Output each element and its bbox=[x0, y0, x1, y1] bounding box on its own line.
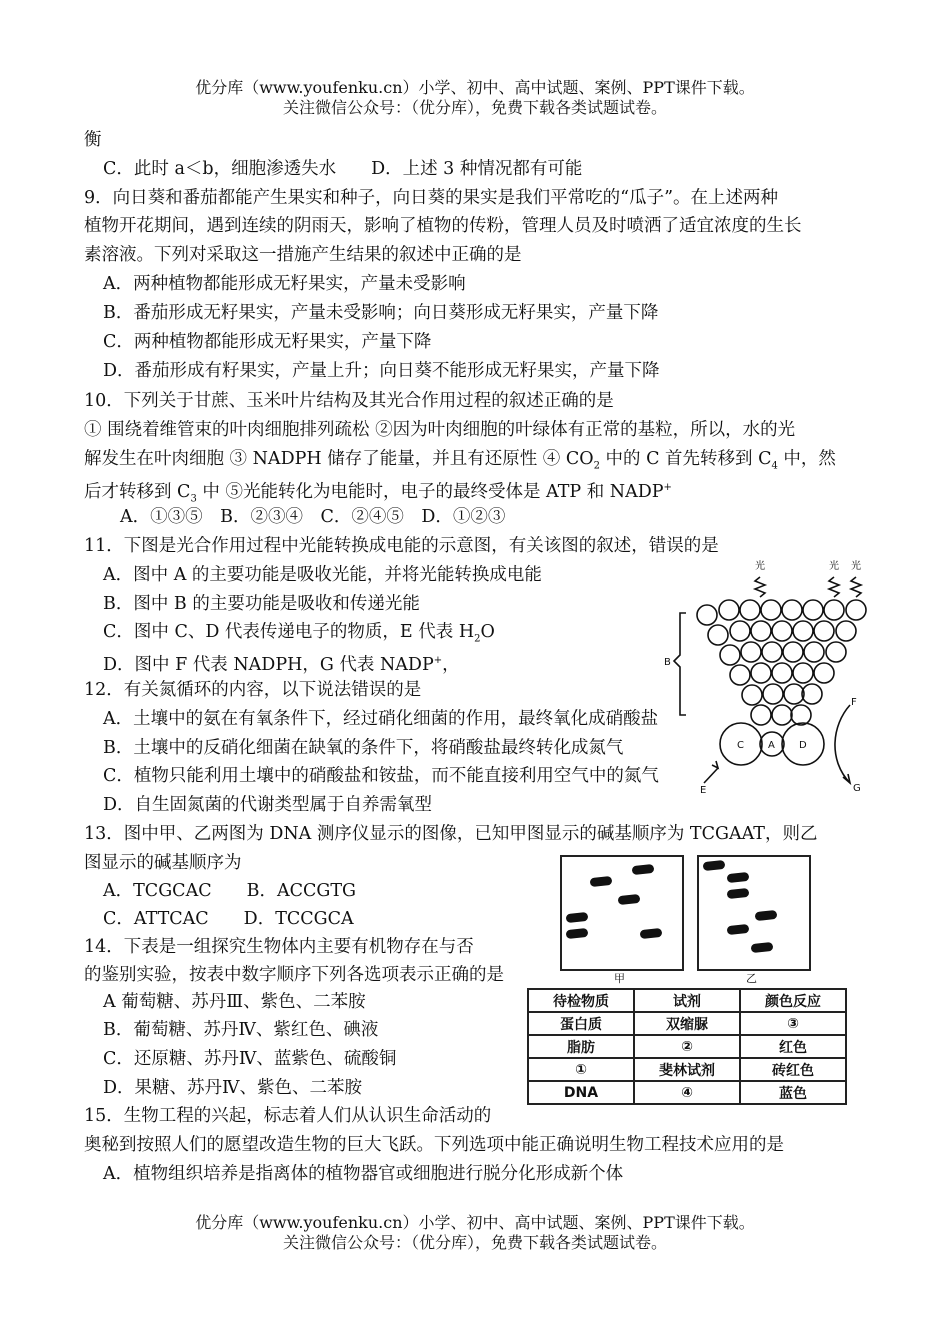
light-label-3: 光 bbox=[851, 561, 861, 572]
table-cell: ① bbox=[528, 1058, 634, 1081]
table-header: 颜色反应 bbox=[740, 989, 846, 1012]
q13-options-cd: C．ATTCAC D．TCCGCA bbox=[103, 909, 354, 929]
q15-stem-1: 15．生物工程的兴起，标志着人们从认识生命活动的 bbox=[84, 1106, 492, 1126]
table-cell: 双缩脲 bbox=[634, 1012, 740, 1035]
q9-stem-1: 9．向日葵和番茄都能产生果实和种子，向日葵的果实是我们平常吃的“瓜子”。在上述两种 bbox=[84, 188, 779, 208]
q13-stem-1: 13．图中甲、乙两图为 DNA 测序仪显示的图像，已知甲图显示的碱基顺序为 TCGAAT，则乙 bbox=[84, 824, 818, 844]
table-row bbox=[528, 1035, 846, 1058]
q14-stem-2: 的鉴别实验，按表中数字顺序下列各选项表示正确的是 bbox=[84, 965, 504, 985]
q14-option-a: A 葡萄糖、苏丹Ⅲ、紫色、二苯胺 bbox=[103, 992, 366, 1012]
gel-band bbox=[632, 864, 655, 875]
gel-band bbox=[755, 910, 778, 921]
photosystem-diagram bbox=[660, 555, 870, 800]
q11-option-c: C．图中 C、D 代表传递电子的物质，E 代表 $H_2O$ bbox=[103, 622, 495, 645]
gel-band bbox=[566, 928, 589, 939]
q14-stem-1: 14．下表是一组探究生物体内主要有机物存在与否 bbox=[84, 937, 474, 957]
table-cell: ④ bbox=[634, 1081, 740, 1104]
table-row bbox=[528, 1058, 846, 1081]
q10-line-1: ① 围绕着维管束的叶肉细胞排列疏松 ②因为叶肉细胞的叶绿体有正常的基粒，所以，水的光 bbox=[84, 420, 796, 440]
dna-gel-right bbox=[697, 855, 811, 971]
q10-stem: 10．下列关于甘蔗、玉米叶片结构及其光合作用过程的叙述正确的是 bbox=[84, 391, 614, 411]
table-cell: 斐林试剂 bbox=[634, 1058, 740, 1081]
gel-band bbox=[727, 888, 750, 899]
gel-band bbox=[703, 860, 726, 871]
gel-band bbox=[640, 928, 663, 939]
table-row bbox=[528, 1081, 846, 1104]
light-label-2: 光 bbox=[829, 561, 839, 572]
gel-band bbox=[751, 942, 774, 953]
table-header-row bbox=[528, 989, 846, 1012]
table-cell: ② bbox=[634, 1035, 740, 1058]
diagram-label-c: C bbox=[737, 740, 744, 751]
dna-gel-left bbox=[560, 855, 684, 971]
q11-option-a: A．图中 A 的主要功能是吸收光能，并将光能转换成电能 bbox=[103, 565, 542, 585]
page-footer-line2: 关注微信公众号：（优分库），免费下载各类试题试卷。 bbox=[282, 1233, 667, 1252]
table-cell: ③ bbox=[740, 1012, 846, 1035]
q10-line-3: 后才转移到 $C_3$ 中 ⑤光能转化为电能时，电子的最终受体是 ATP 和 NADP+ bbox=[84, 481, 672, 505]
q9-option-b: B．番茄形成无籽果实，产量未受影响；向日葵形成无籽果实，产量下降 bbox=[103, 303, 659, 323]
q15-stem-2: 奥秘到按照人们的愿望改造生物的巨大飞跃。下列选项中能正确说明生物工程技术应用的是 bbox=[84, 1135, 784, 1155]
q14-option-c: C．还原糖、苏丹Ⅳ、蓝紫色、硫酸铜 bbox=[103, 1049, 397, 1069]
page-header-line2: 关注微信公众号：（优分库），免费下载各类试题试卷。 bbox=[282, 98, 667, 117]
table-cell: 脂肪 bbox=[528, 1035, 634, 1058]
q10-line-2: 解发生在叶肉细胞 ③ NADPH 储存了能量，并且有还原性 ④ $CO_2$ 中的 C 首先转移到 $C_4$ 中，然 bbox=[84, 449, 836, 472]
gel-left-label: 甲 bbox=[614, 972, 625, 985]
q11-option-b: B．图中 B 的主要功能是吸收和传递光能 bbox=[103, 594, 420, 614]
q10-options: A．①③⑤ B．②③④ C．②④⑤ D．①②③ bbox=[120, 507, 506, 527]
q12-option-b: B．土壤中的反硝化细菌在缺氧的条件下，将硝酸盐最终转化成氮气 bbox=[103, 738, 624, 758]
diagram-label-g: G bbox=[853, 783, 861, 794]
q9-stem-2: 植物开花期间，遇到连续的阴雨天，影响了植物的传粉，管理人员及时喷洒了适宜浓度的生长 bbox=[84, 216, 802, 236]
diagram-label-f: F bbox=[851, 697, 857, 708]
q8-options-cd: C．此时 a＜b，细胞渗透失水 D．上述 3 种情况都有可能 bbox=[103, 159, 583, 179]
q13-stem-2: 图显示的碱基顺序为 bbox=[84, 853, 242, 873]
table-cell: DNA bbox=[528, 1081, 634, 1104]
q8-continuation: 衡 bbox=[84, 130, 102, 150]
table-row bbox=[528, 1012, 846, 1035]
q9-option-d: D．番茄形成有籽果实，产量上升；向日葵不能形成无籽果实，产量下降 bbox=[103, 361, 660, 381]
gel-band bbox=[590, 876, 613, 887]
table-cell: 砖红色 bbox=[740, 1058, 846, 1081]
gel-right-label: 乙 bbox=[746, 972, 757, 985]
gel-band bbox=[727, 924, 750, 935]
q9-option-a: A．两种植物都能形成无籽果实，产量未受影响 bbox=[103, 274, 466, 294]
gel-band bbox=[727, 872, 750, 883]
diagram-label-d: D bbox=[799, 740, 807, 751]
table-header: 试剂 bbox=[634, 989, 740, 1012]
q11-stem: 11．下图是光合作用过程中光能转换成电能的示意图，有关该图的叙述，错误的是 bbox=[84, 536, 719, 556]
diagram-label-e: E bbox=[700, 785, 707, 796]
table-cell: 蓝色 bbox=[740, 1081, 846, 1104]
diagram-label-b: B bbox=[664, 657, 671, 668]
q13-options-ab: A．TCGCAC B．ACCGTG bbox=[103, 881, 357, 901]
table-cell: 红色 bbox=[740, 1035, 846, 1058]
q11-option-d: D．图中 F 代表 NADPH，G 代表 NADP+， bbox=[103, 654, 460, 675]
q14-option-b: B．葡萄糖、苏丹Ⅳ、紫红色、碘液 bbox=[103, 1020, 379, 1040]
q12-option-c: C．植物只能利用土壤中的硝酸盐和铵盐，而不能直接利用空气中的氮气 bbox=[103, 766, 659, 786]
table-header: 待检物质 bbox=[528, 989, 634, 1012]
q14-option-d: D．果糖、苏丹Ⅳ、紫色、二苯胺 bbox=[103, 1078, 363, 1098]
page-header-line1: 优分库（www.youfenku.cn）小学、初中、高中试题、案例、PPT课件下载。 bbox=[195, 78, 755, 97]
gel-band bbox=[566, 912, 589, 923]
q12-option-d: D．自生固氮菌的代谢类型属于自养需氧型 bbox=[103, 795, 433, 815]
table-cell: 蛋白质 bbox=[528, 1012, 634, 1035]
diagram-label-a: A bbox=[768, 740, 775, 751]
q12-stem: 12．有关氮循环的内容，以下说法错误的是 bbox=[84, 680, 422, 700]
q12-option-a: A．土壤中的氨在有氧条件下，经过硝化细菌的作用，最终氧化成硝酸盐 bbox=[103, 709, 659, 729]
page-footer-line1: 优分库（www.youfenku.cn）小学、初中、高中试题、案例、PPT课件下载。 bbox=[195, 1213, 755, 1232]
gel-band bbox=[618, 894, 641, 905]
q15-option-a: A．植物组织培养是指离体的植物器官或细胞进行脱分化形成新个体 bbox=[103, 1164, 624, 1184]
reagent-table bbox=[527, 988, 847, 1105]
q9-stem-3: 素溶液。下列对采取这一措施产生结果的叙述中正确的是 bbox=[84, 245, 522, 265]
q9-option-c: C．两种植物都能形成无籽果实，产量下降 bbox=[103, 332, 432, 352]
light-label-1: 光 bbox=[755, 561, 765, 572]
